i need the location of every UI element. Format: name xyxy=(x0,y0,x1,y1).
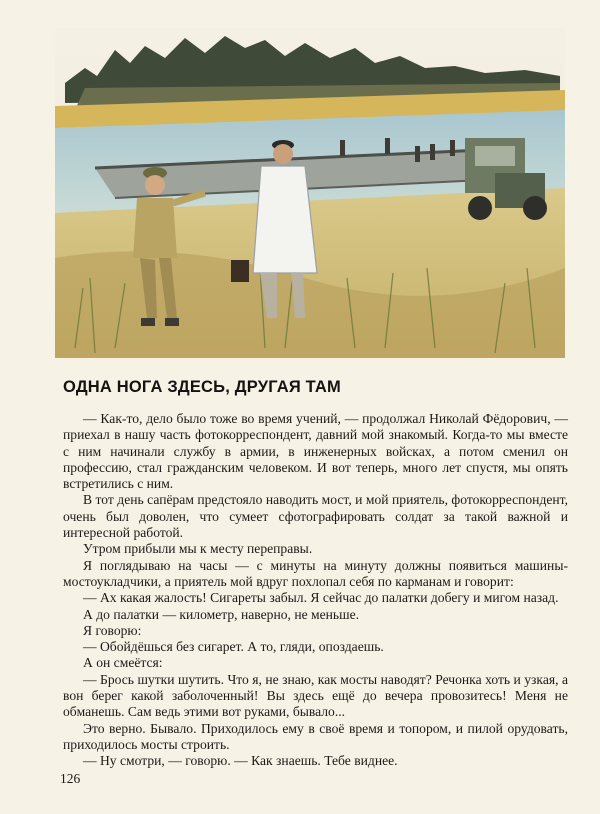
paragraph: — Ну смотри, — говорю. — Как знаешь. Тебе виднее. xyxy=(83,753,398,769)
paragraph: А он смеётся: xyxy=(83,655,163,671)
paragraph: А до палатки — километр, наверно, не меньше. xyxy=(83,606,360,622)
paragraph: Я говорю: xyxy=(83,622,142,638)
paragraph: Я поглядываю на часы — с минуты на минуту должны появиться машины-мостоукладчики, а приятель мой вдруг похлопал себя по карманам и говорит: xyxy=(63,557,568,589)
paragraph: — Как-то, дело было тоже во время учений, — продолжал Николай Фёдорович, — приехал в нашу часть фотокорреспондент, давний мой знакомый. Когда-то мы вместе с ним начинали службу в армии, в инженерных войсках, а потом сменил он профессию, стал гражданским человеком. И вот теперь, много лет спустя, мы опять встретились с ним. xyxy=(63,411,568,492)
paragraph: — Обойдёшься без сигарет. А то, гляди, опоздаешь. xyxy=(83,639,384,655)
paragraph: В тот день сапёрам предстояло наводить мост, и мой приятель, фотокорреспондент, очень был доволен, что сумеет сфотографировать солдат за такой важной и интересной работой. xyxy=(63,492,568,541)
paragraph: Утром прибыли мы к месту переправы. xyxy=(83,541,313,557)
story-text xyxy=(63,411,568,770)
paragraph: — Брось шутки шутить. Что я, не знаю, как мосты наводят? Речонка хоть и узкая, а вон берег какой заболоченный! Вы здесь ещё до вечера провозитесь! Меня не обманешь. Сам ведь этими вот руками, бывало... xyxy=(63,671,568,720)
riverside-bridge-scene-icon xyxy=(55,28,565,358)
paragraph: — Ах какая жалость! Сигареты забыл. Я сейчас до палатки добегу и мигом назад. xyxy=(83,590,559,606)
page-title: ОДНА НОГА ЗДЕСЬ, ДРУГАЯ ТАМ xyxy=(63,378,341,396)
page-number: 126 xyxy=(60,771,81,786)
paragraph: Это верно. Бывало. Приходилось ему в своё время и топором, и пилой орудовать, приходилось мосты строить. xyxy=(63,720,568,752)
illustration xyxy=(55,28,565,358)
